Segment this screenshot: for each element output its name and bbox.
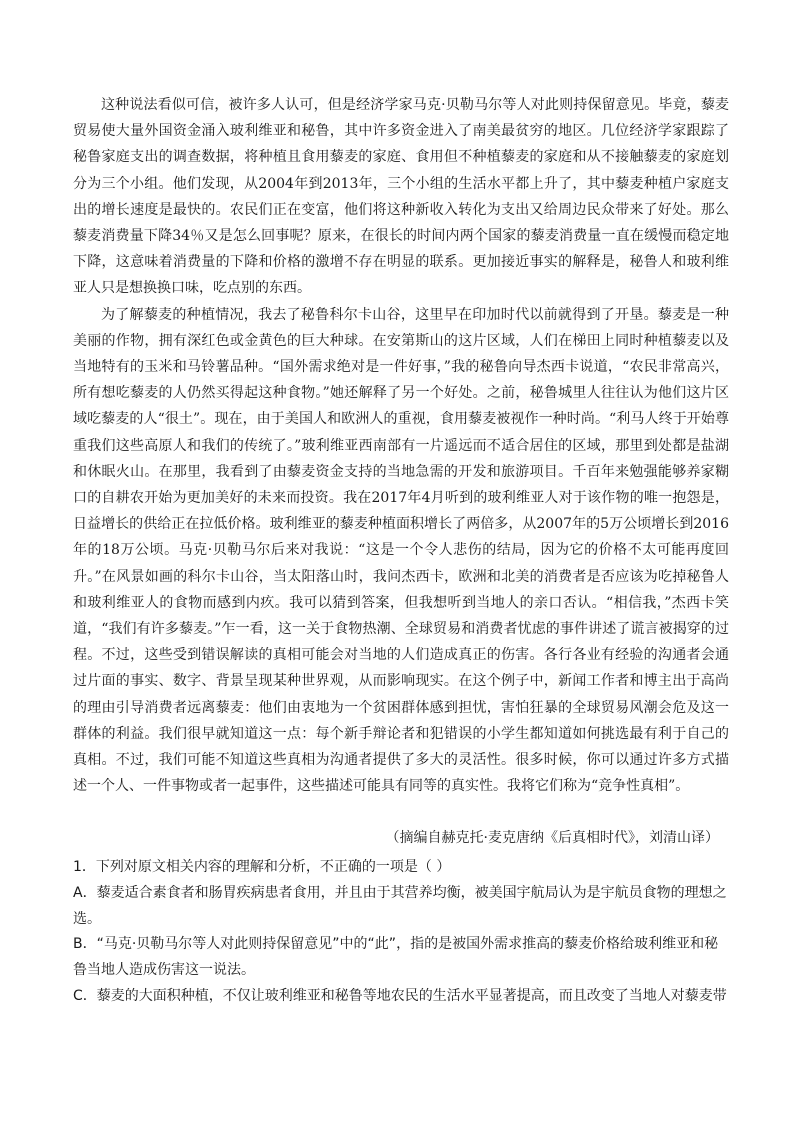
- question-section: [73, 855, 729, 1010]
- source-citation: （摘编自赫克托·麦克唐纳《后真相时代》，刘清山译）: [385, 830, 719, 846]
- option-c: C．藜麦的大面积种植，不仅让玻利维亚和秘鲁等地农民的生活水平显著提高，而且改变了当地人对藜麦带: [73, 987, 727, 1004]
- passage-paragraph-1: 这种说法看似可信，被许多人认可，但是经济学家马克·贝勒马尔等人对此则持保留意见。毕竟，藜麦贸易使大量外国资金涌入玻利维亚和秘鲁，其中许多资金进入了南美最贫穷的地区。几位经济学家跟踪了秘鲁家庭支出的调查数据，将种植且食用藜麦的家庭、食用但不种植藜麦的家庭和从不接触藜麦的家庭划分为三个小组。他们发现，从2004年到2013年，三个小组的生活水平都上升了，其中藜麦种植户家庭支出的增长速度是最快的。农民们正在变富，他们将这种新收入转化为支出又给周边民众带来了好处。那么藜麦消费量下降34％又是怎么回事呢？原来，在很长的时间内两个国家的藜麦消费量一直在缓慢而稳定地下降，这意味着消费量的下降和价格的激增不存在明显的联系。更加接近事实的解释是，秘鲁人和玻利维亚人只是想换换口味，吃点别的东西。: [73, 97, 729, 297]
- option-b: B．“马克·贝勒马尔等人对此则持保留意见”中的“此”，指的是被国外需求推高的藜麦价格给玻利维亚和秘鲁当地人造成伤害这一说法。: [73, 936, 719, 979]
- reading-passage: [73, 92, 729, 799]
- option-a: A．藜麦适合素食者和肠胃疾病患者食用，并且由于其营养均衡，被美国宇航局认为是宇航员食物的理想之选。: [73, 884, 727, 927]
- question-stem: 1．下列对原文相关内容的理解和分析，不正确的一项是（ ）: [73, 859, 451, 875]
- passage-paragraph-2: 为了解藜麦的种植情况，我去了秘鲁科尔卡山谷，这里早在印加时代以前就得到了开垦。藜麦是一种美丽的作物，拥有深红色或金黄色的巨大种球。在安第斯山的这片区域，人们在梯田上同时种植藜麦以及当地特有的玉米和马铃薯品种。“国外需求绝对是一件好事，”我的秘鲁向导杰西卡说道，“农民非常高兴，所有想吃藜麦的人仍然买得起这种食物。”她还解释了另一个好处。之前，秘鲁城里人往往认为他们这片区域吃藜麦的人“很土”。现在，由于美国人和欧洲人的重视，食用藜麦被视作一种时尚。“利马人终于开始尊重我们这些高原人和我们的传统了。”玻利维亚西南部有一片遥远而不适合居住的区域，那里到处都是盐湖和休眠火山。在那里，我看到了由藜麦资金支持的当地急需的开发和旅游项目。千百年来勉强能够养家糊口的自耕农开始为更加美好的未来而投资。我在2017年4月听到的玻利维亚人对于该作物的唯一抱怨是，日益增长的供给正在拉低价格。玻利维亚的藜麦种植面积增长了两倍多，从2007年的5万公顷增长到2016年的18万公顷。马克·贝勒马尔后来对我说：“这是一个令人悲伤的结局，因为它的价格不太可能再度回升。”在风景如画的科尔卡山谷，当太阳落山时，我问杰西卡，欧洲和北美的消费者是否应该为吃掉秘鲁人和玻利维亚人的食物而感到内疚。我可以猜到答案，但我想听到当地人的亲口否认。“相信我，”杰西卡笑道，“我们有许多藜麦。”乍一看，这一关于食物热潮、全球贸易和消费者忧虑的事件讲述了谎言被揭穿的过程。不过，这些受到错误解读的真相可能会对当地的人们造成真正的伤害。各行各业有经验的沟通者会通过片面的事实、数字、背景呈现某种世界观，从而影响现实。在这个例子中，新闻工作者和博主出于高尚的理由引导消费者远离藜麦：他们由衷地为一个贫困群体感到担忧，害怕狂暴的全球贸易风潮会危及这一群体的利益。我们很早就知道这一点：每个新手辩论者和犯错误的小学生都知道如何挑选最有利于自己的真相。不过，我们可能不知道这些真相为沟通者提供了多大的灵活性。很多时候，你可以通过许多方式描述一个人、一件事物或者一起事件，这些描述可能具有同等的真实性。我将它们称为“竞争性真相”。: [73, 306, 729, 795]
